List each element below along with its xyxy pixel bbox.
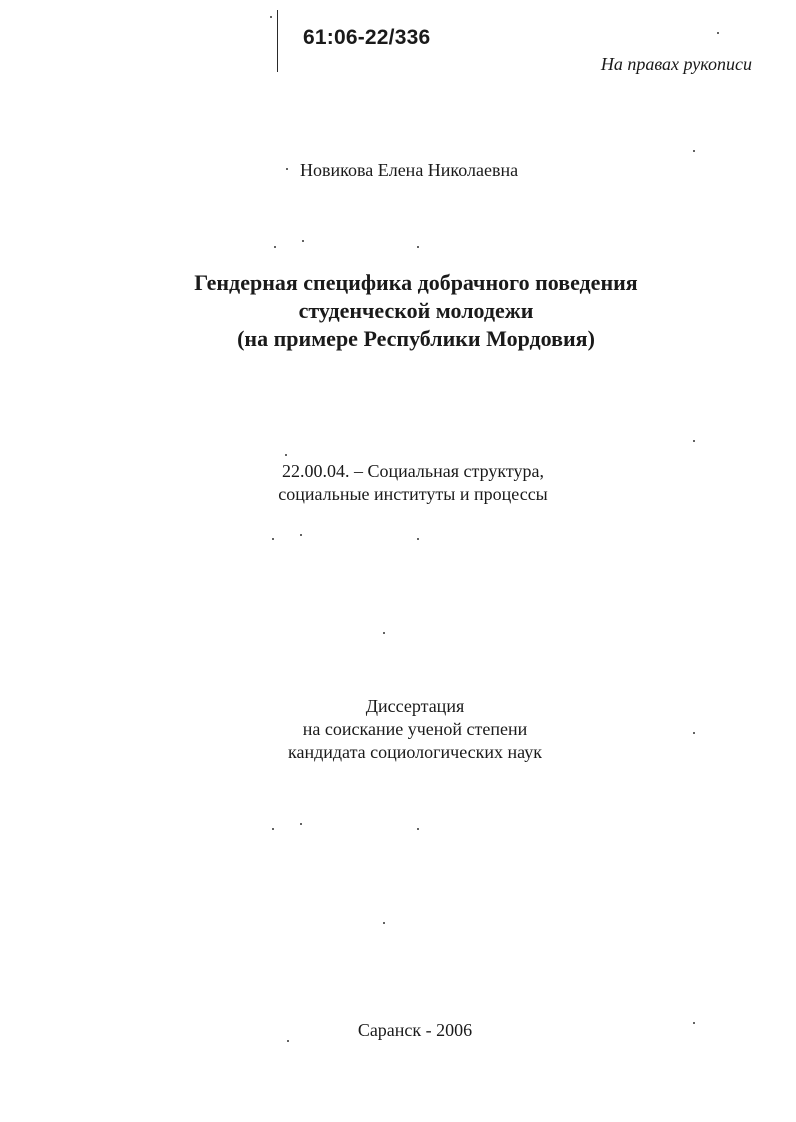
scan-speck bbox=[285, 454, 287, 456]
degree-line-3: кандидата социологических наук bbox=[288, 742, 542, 762]
scan-speck bbox=[302, 240, 304, 242]
scan-speck bbox=[383, 632, 385, 634]
dissertation-title bbox=[0, 269, 796, 353]
scan-speck bbox=[272, 538, 274, 540]
city-year: Саранск - 2006 bbox=[357, 1020, 473, 1040]
title-line-2: студенческой молодежи bbox=[298, 298, 534, 323]
scan-speck bbox=[717, 32, 719, 34]
scan-speck bbox=[693, 1022, 695, 1024]
specialty-line-1: 22.00.04. – Социальная структура, bbox=[282, 461, 544, 481]
scan-speck bbox=[417, 828, 419, 830]
scan-speck bbox=[693, 150, 695, 152]
degree-block bbox=[0, 695, 796, 764]
degree-line-1: Диссертация bbox=[365, 696, 465, 716]
title-line-3: (на примере Республики Мордовия) bbox=[237, 326, 595, 351]
scan-speck bbox=[417, 538, 419, 540]
scan-speck bbox=[272, 828, 274, 830]
rights-note: На правах рукописи bbox=[600, 54, 752, 74]
scan-speck bbox=[274, 246, 276, 248]
specialty-block bbox=[0, 460, 796, 506]
catalog-code: 61:06-22/336 bbox=[303, 26, 431, 49]
author-name: Новикова Елена Николаевна bbox=[300, 160, 519, 180]
scan-speck bbox=[693, 440, 695, 442]
title-line-1: Гендерная специфика добрачного поведения bbox=[194, 270, 638, 295]
scan-speck bbox=[270, 16, 272, 18]
scan-speck bbox=[383, 922, 385, 924]
margin-line bbox=[277, 10, 278, 72]
scan-speck bbox=[693, 732, 695, 734]
scan-speck bbox=[287, 1040, 289, 1042]
scan-speck bbox=[417, 246, 419, 248]
scan-speck bbox=[300, 534, 302, 536]
scan-speck bbox=[286, 168, 288, 170]
specialty-line-2: социальные институты и процессы bbox=[278, 484, 548, 504]
degree-line-2: на соискание ученой степени bbox=[302, 719, 528, 739]
scan-speck bbox=[300, 823, 302, 825]
